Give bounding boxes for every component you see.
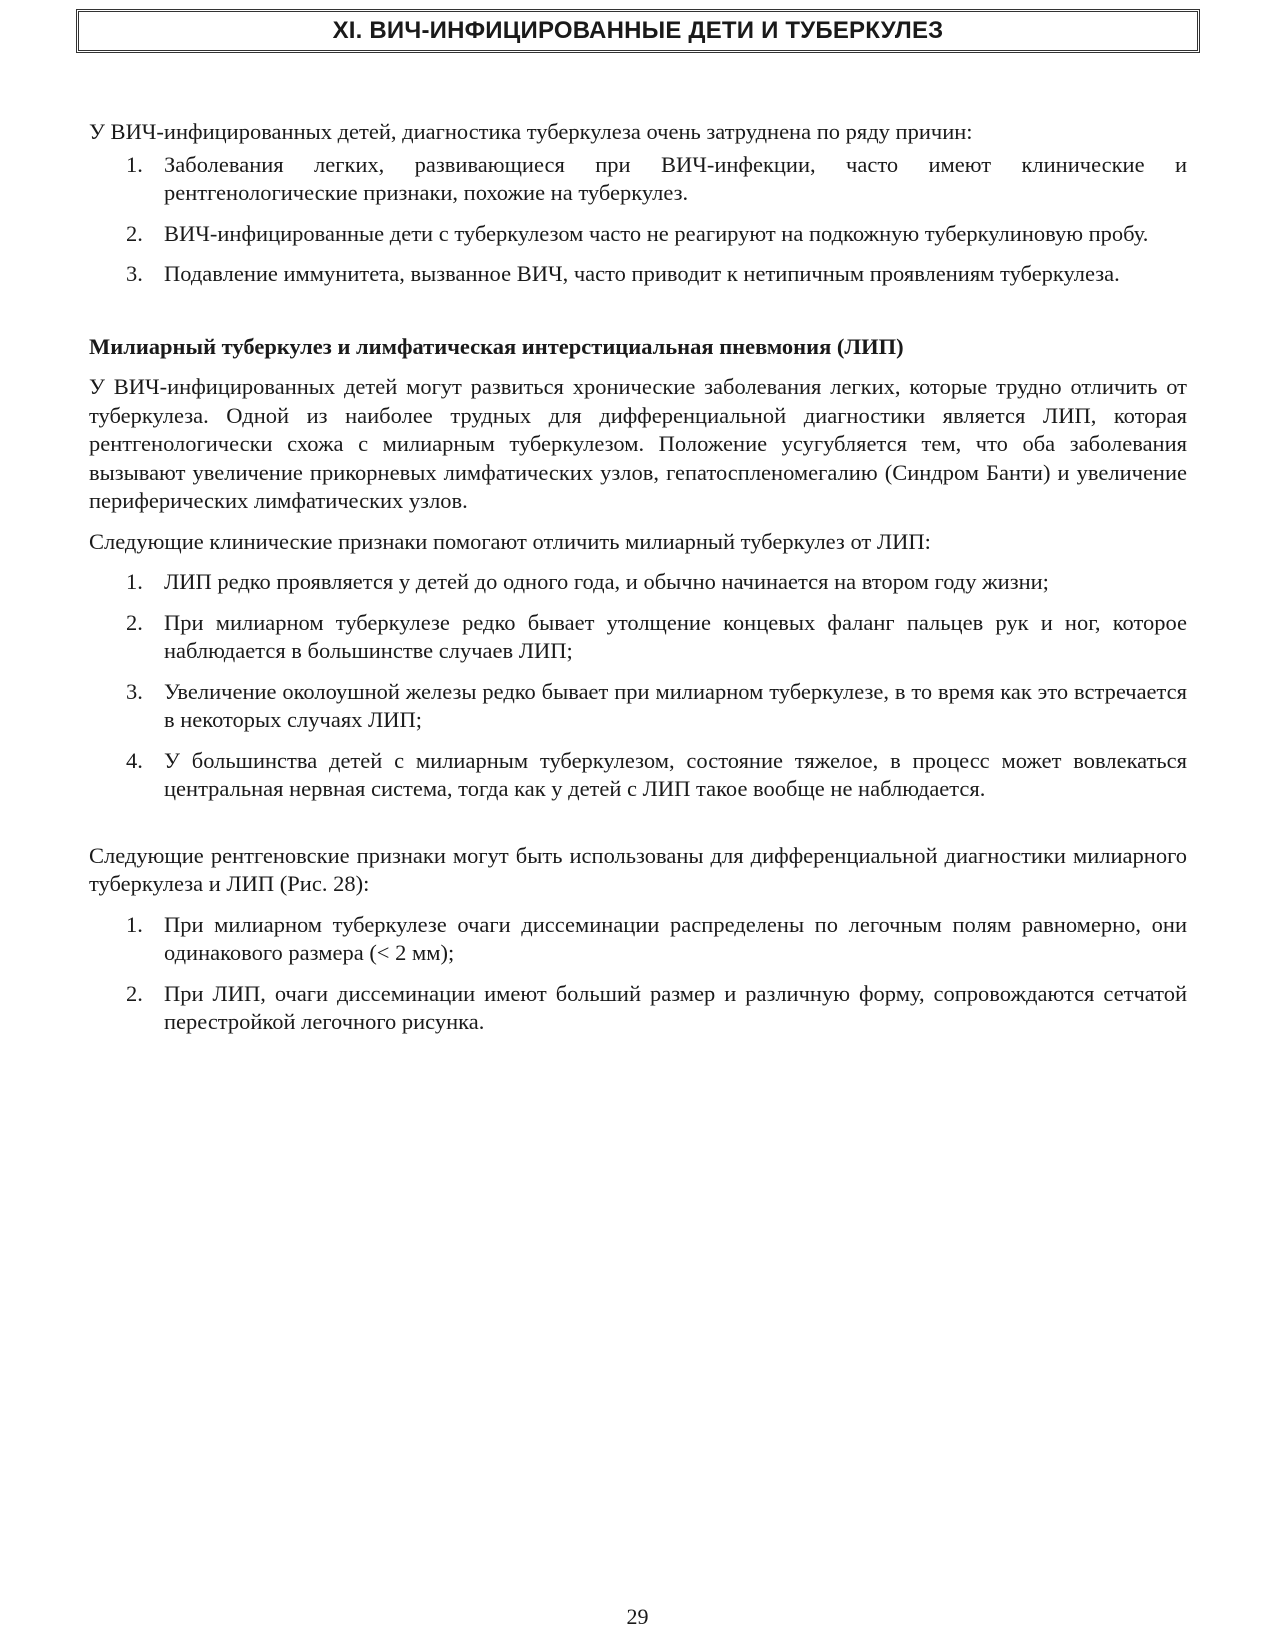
list-number: 1.	[126, 911, 143, 937]
list-number: 1.	[126, 569, 143, 594]
list-text: При милиарном туберкулезе редко бывает утолщение концевых фаланг пальцев рук и ног, которое наблюдается в большинстве случаев ЛИП;	[164, 609, 1187, 663]
list-text: Подавление иммунитета, вызванное ВИЧ, часто приводит к нетипичным проявлениям туберкулеза.	[164, 261, 1120, 286]
list-item	[89, 609, 1187, 666]
list-number: 3.	[126, 678, 143, 704]
list-text: При милиарном туберкулезе очаги диссеминации распределены по легочным полям равномерно, они одинакового размера (< 2 мм);	[164, 911, 1187, 965]
list-number: 2.	[126, 220, 143, 246]
list-text: ЛИП редко проявляется у детей до одного года, и обычно начинается на втором году жизни;	[164, 569, 1049, 594]
list-text: Увеличение околоушной железы редко бывает при милиарном туберкулезе, в то время как это встречается в некоторых случаях ЛИП;	[164, 678, 1187, 732]
list-number: 2.	[126, 980, 143, 1006]
list-text: У большинства детей с милиарным туберкулезом, состояние тяжелое, в процесс может вовлекаться центральная нервная система, тогда как у детей с ЛИП такое вообще не наблюдается.	[164, 747, 1187, 801]
page-content	[89, 118, 1187, 1049]
list-item	[89, 747, 1187, 804]
xray-signs-list	[89, 911, 1187, 1037]
list-item	[89, 260, 1187, 289]
list-item	[89, 151, 1187, 208]
list-item	[89, 911, 1187, 968]
list-number: 2.	[126, 609, 143, 635]
clinical-intro-paragraph: Следующие клинические признаки помогают отличить милиарный туберкулез от ЛИП:	[89, 528, 931, 554]
list-number: 1.	[126, 151, 143, 177]
clinical-signs-list	[89, 568, 1187, 804]
list-text: При ЛИП, очаги диссеминации имеют больший размер и различную форму, сопровождаются сетчатой перестройкой легочного рисунка.	[164, 980, 1187, 1034]
list-number: 3.	[126, 261, 143, 286]
list-number: 4.	[126, 747, 143, 773]
list-item	[89, 980, 1187, 1037]
page-number: 29	[626, 1604, 649, 1629]
section-paragraph: У ВИЧ-инфицированных детей могут развиться хронические заболевания легких, которые трудно отличить от туберкулеза. Одной из наиболее трудных для дифференциальной диагностики является ЛИП, которая рентгенологически схожа с милиарным туберкулезом. Положение усугубляется тем, что оба заболевания вызывают увеличение прикорневых лимфатических узлов, гепатоспленомегалию (Синдром Банти) и увеличение периферических лимфатических узлов.	[89, 374, 1187, 513]
xray-intro-paragraph: Следующие рентгеновские признаки могут быть использованы для дифференциальной диагностики милиарного туберкулеза и ЛИП (Рис. 28):	[89, 842, 1187, 896]
list-text: ВИЧ-инфицированные дети с туберкулезом часто не реагируют на подкожную туберкулиновую пробу.	[164, 220, 1149, 246]
chapter-title: XI. ВИЧ-ИНФИЦИРОВАННЫЕ ДЕТИ И ТУБЕРКУЛЕЗ	[332, 17, 944, 44]
chapter-title-box	[76, 9, 1200, 53]
intro-paragraph: У ВИЧ-инфицированных детей, диагностика туберкулеза очень затруднена по ряду причин:	[89, 119, 973, 144]
list-item	[89, 220, 1187, 249]
list-text: Заболевания легких, развивающиеся при ВИЧ-инфекции, часто имеют клинические и рентгенологические признаки, похожие на туберкулез.	[164, 151, 1187, 205]
section-heading: Милиарный туберкулез и лимфатическая интерстициальная пневмония (ЛИП)	[89, 333, 904, 359]
list-item	[89, 678, 1187, 735]
reasons-list	[89, 151, 1187, 289]
list-item	[89, 568, 1187, 597]
